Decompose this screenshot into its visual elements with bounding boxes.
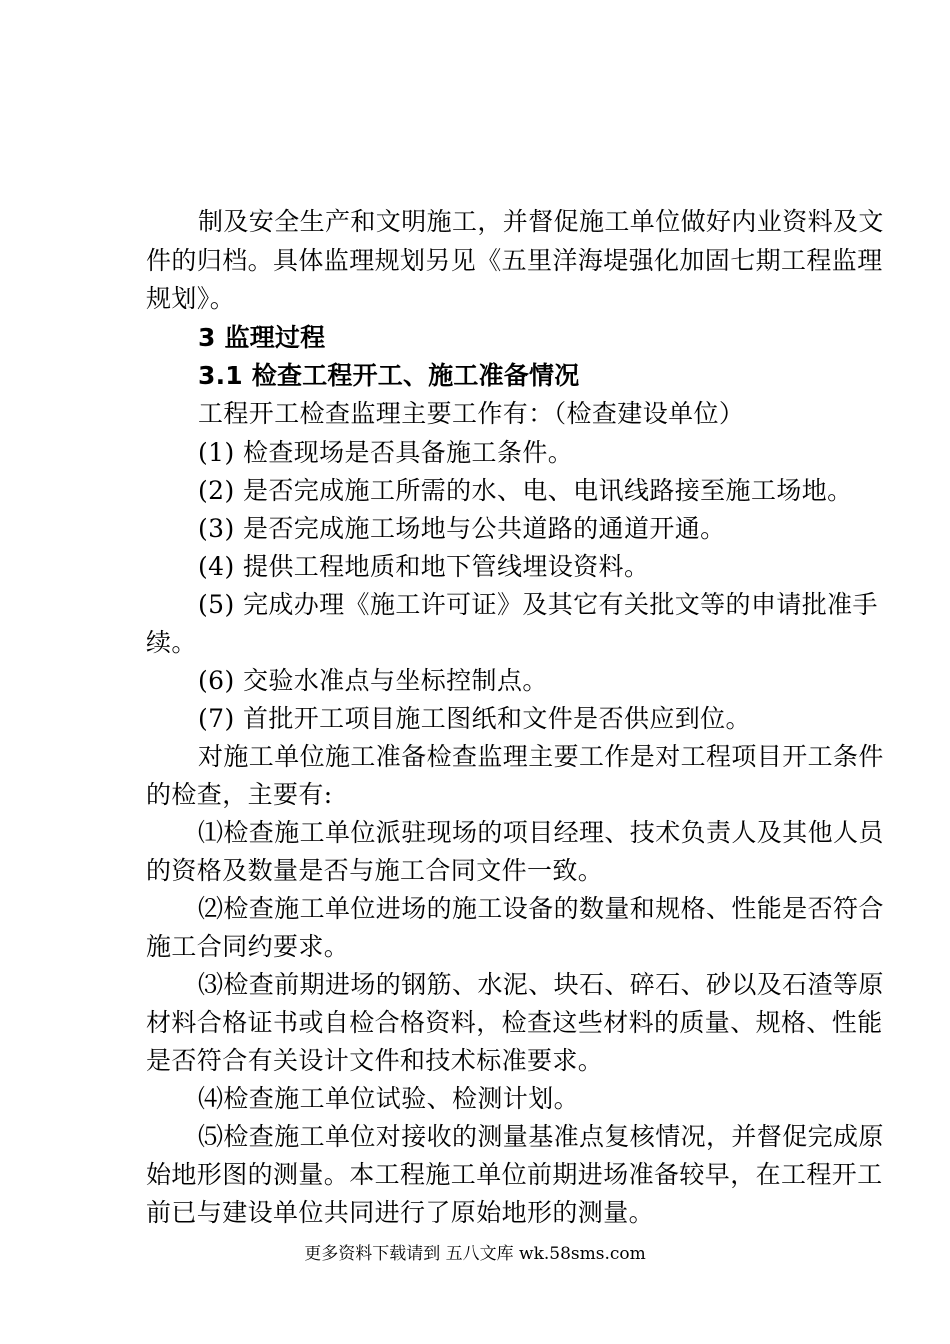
list-item: (4) 提供工程地质和地下管线埋设资料。 (198, 552, 650, 581)
check-item-continuation: 始地形图的测量。本工程施工单位前期进场准备较早，在工程开工 (146, 1160, 883, 1189)
list-item: (6) 交验水准点与坐标控制点。 (198, 666, 548, 695)
check-item-continuation: 材料合格证书或自检合格资料，检查这些材料的质量、规格、性能 (146, 1008, 883, 1037)
check-item-continuation: 的资格及数量是否与施工合同文件一致。 (146, 856, 604, 885)
check-item-continuation: 前已与建设单位共同进行了原始地形的测量。 (146, 1198, 655, 1227)
list-item: (5) 完成办理《施工许可证》及其它有关批文等的申请批准手 (198, 590, 878, 619)
paragraph-line: 工程开工检查监理主要工作有：（检查建设单位） (198, 399, 745, 428)
check-item: ⑵检查施工单位进场的施工设备的数量和规格、性能是否符合 (198, 894, 884, 923)
list-item-continuation: 续。 (146, 628, 197, 657)
list-item: (3) 是否完成施工场地与公共道路的通道开通。 (198, 514, 726, 543)
check-item-continuation: 施工合同约要求。 (146, 932, 350, 961)
check-item-continuation: 是否符合有关设计文件和技术标准要求。 (146, 1046, 604, 1075)
paragraph-line: 规划》。 (146, 284, 236, 313)
paragraph-line: 对施工单位施工准备检查监理主要工作是对工程项目开工条件 (198, 742, 884, 771)
list-item: (7) 首批开工项目施工图纸和文件是否供应到位。 (198, 704, 751, 733)
check-item: ⑴检查施工单位派驻现场的项目经理、技术负责人及其他人员 (198, 818, 884, 847)
paragraph-line: 的检查，主要有: (146, 780, 333, 809)
page-footer: 更多资料下载请到 五八文库 wk.58sms.com (304, 1244, 646, 1264)
paragraph-line: 制及安全生产和文明施工，并督促施工单位做好内业资料及文 (198, 207, 884, 236)
check-item: ⑷检查施工单位试验、检测计划。 (198, 1084, 580, 1113)
paragraph-line: 件的归档。具体监理规划另见《五里洋海堤强化加固七期工程监理 (146, 246, 883, 275)
subsection-heading: 3.1 检查工程开工、施工准备情况 (198, 361, 580, 390)
check-item: ⑶检查前期进场的钢筋、水泥、块石、碎石、砂以及石渣等原 (198, 970, 884, 999)
list-item: (1) 检查现场是否具备施工条件。 (198, 438, 574, 467)
check-item: ⑸检查施工单位对接收的测量基准点复核情况，并督促完成原 (198, 1122, 884, 1151)
section-heading: 3 监理过程 (198, 323, 326, 352)
list-item: (2) 是否完成施工所需的水、电、电讯线路接至施工场地。 (198, 476, 853, 505)
